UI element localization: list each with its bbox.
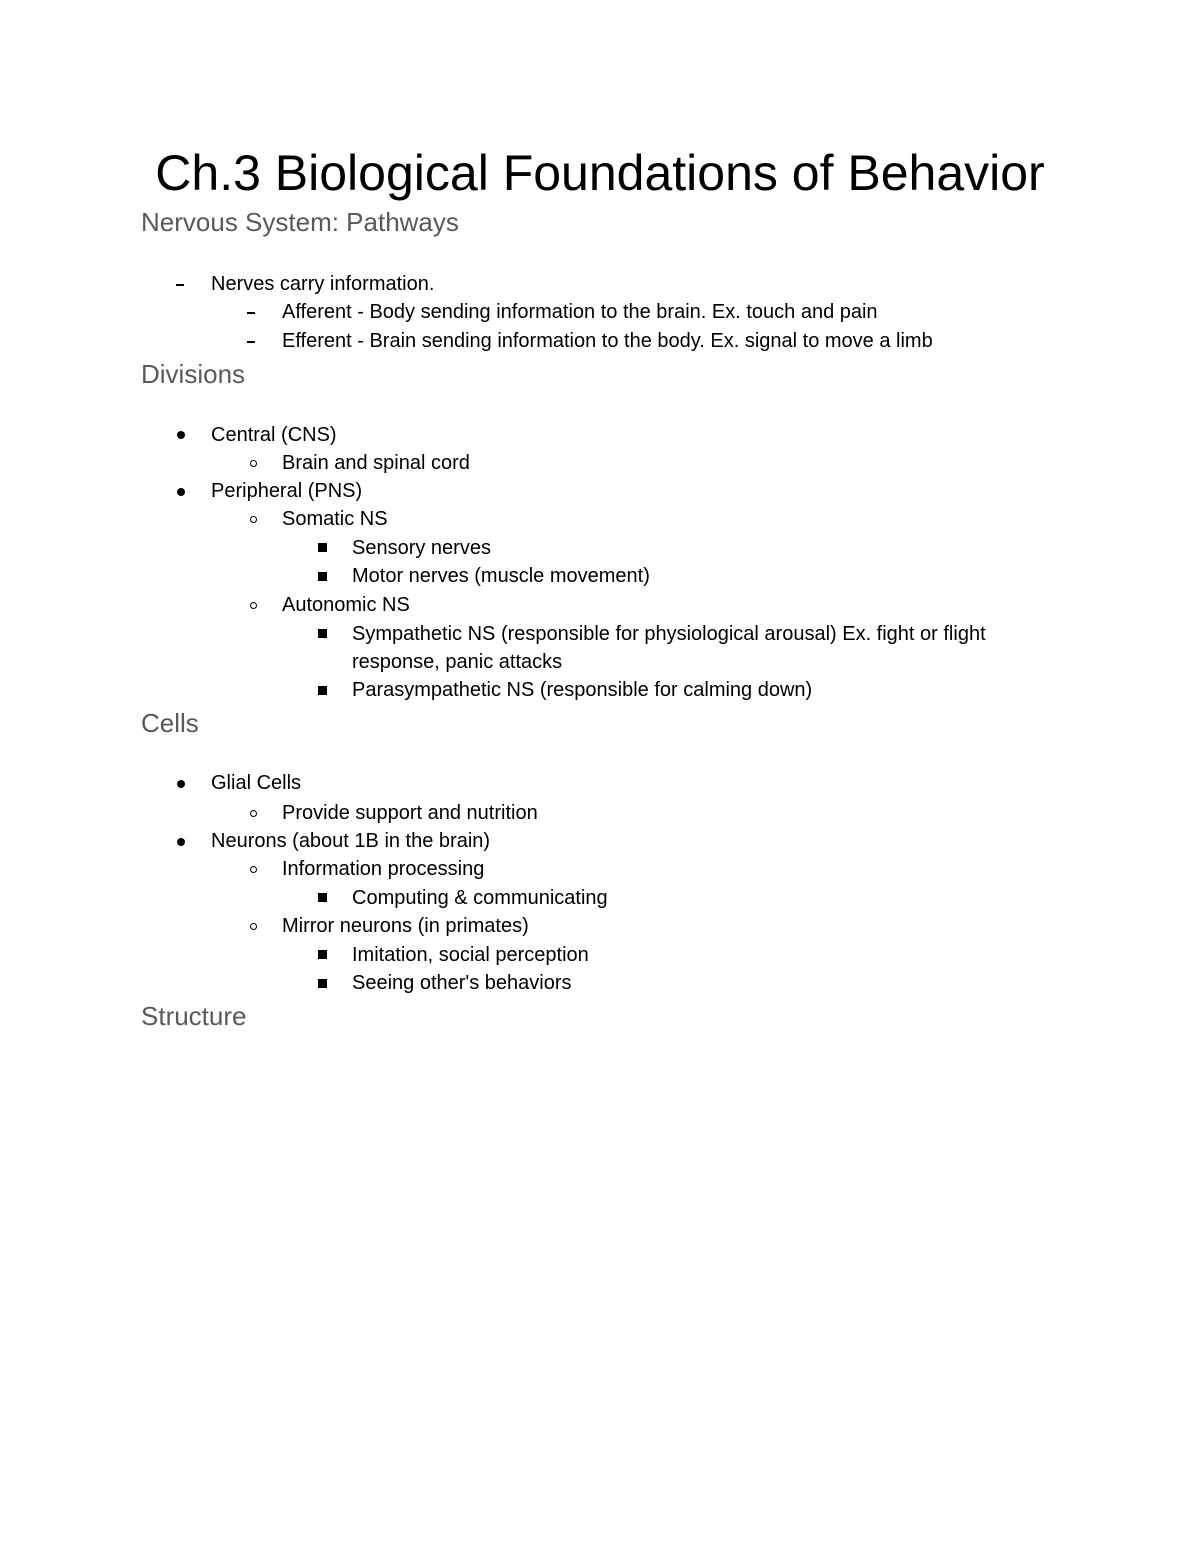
document-title: Ch.3 Biological Foundations of Behavior bbox=[155, 145, 1045, 201]
list-item-afferent: Afferent - Body sending information to the brain. Ex. touch and pain bbox=[282, 301, 878, 323]
list-item-peripheral: Peripheral (PNS) bbox=[211, 480, 363, 502]
circle-bullet bbox=[250, 516, 257, 523]
circle-bullet bbox=[250, 460, 257, 467]
circle-bullet bbox=[250, 923, 257, 930]
square-bullet bbox=[318, 572, 327, 581]
list-item-sympathetic: Sympathetic NS (responsible for physiological arousal) Ex. fight or flight bbox=[352, 623, 986, 645]
list-item-parasympathetic: Parasympathetic NS (responsible for calming down) bbox=[352, 679, 813, 701]
section-subtitle-pathways: Nervous System: Pathways bbox=[141, 207, 459, 237]
list-item-sympathetic-continued: response, panic attacks bbox=[352, 651, 563, 673]
list-item-central: Central (CNS) bbox=[211, 424, 337, 446]
list-item-brain-spinal: Brain and spinal cord bbox=[282, 452, 470, 474]
square-bullet bbox=[318, 893, 327, 902]
square-bullet bbox=[318, 686, 327, 695]
square-bullet bbox=[318, 629, 327, 638]
circle-bullet bbox=[250, 866, 257, 873]
dash-bullet bbox=[176, 284, 184, 286]
list-item-motor: Motor nerves (muscle movement) bbox=[352, 565, 650, 587]
list-item-efferent: Efferent - Brain sending information to the body. Ex. signal to move a limb bbox=[282, 330, 933, 352]
disc-bullet bbox=[177, 488, 185, 496]
square-bullet bbox=[318, 543, 327, 552]
list-item-glial: Glial Cells bbox=[211, 772, 302, 794]
list-item-sensory: Sensory nerves bbox=[352, 537, 491, 559]
list-item-information-processing: Information processing bbox=[282, 858, 485, 880]
list-item-imitation: Imitation, social perception bbox=[352, 944, 589, 966]
circle-bullet bbox=[250, 810, 257, 817]
list-item-mirror-neurons: Mirror neurons (in primates) bbox=[282, 915, 529, 937]
heading-cells: Cells bbox=[141, 708, 199, 738]
square-bullet bbox=[318, 979, 327, 988]
heading-structure: Structure bbox=[141, 1001, 247, 1031]
list-item-neurons: Neurons (about 1B in the brain) bbox=[211, 830, 491, 852]
list-item-nerves: Nerves carry information. bbox=[211, 273, 435, 295]
disc-bullet bbox=[177, 838, 185, 846]
list-item-computing: Computing & communicating bbox=[352, 887, 608, 909]
list-item-somatic: Somatic NS bbox=[282, 508, 388, 530]
square-bullet bbox=[318, 950, 327, 959]
disc-bullet bbox=[177, 431, 185, 439]
dash-bullet bbox=[247, 312, 255, 314]
list-item-seeing-behaviors: Seeing other's behaviors bbox=[352, 972, 572, 994]
disc-bullet bbox=[177, 780, 185, 788]
list-item-support-nutrition: Provide support and nutrition bbox=[282, 802, 538, 824]
heading-divisions: Divisions bbox=[141, 359, 246, 389]
list-item-autonomic: Autonomic NS bbox=[282, 594, 410, 616]
circle-bullet bbox=[250, 602, 257, 609]
dash-bullet bbox=[247, 341, 255, 343]
